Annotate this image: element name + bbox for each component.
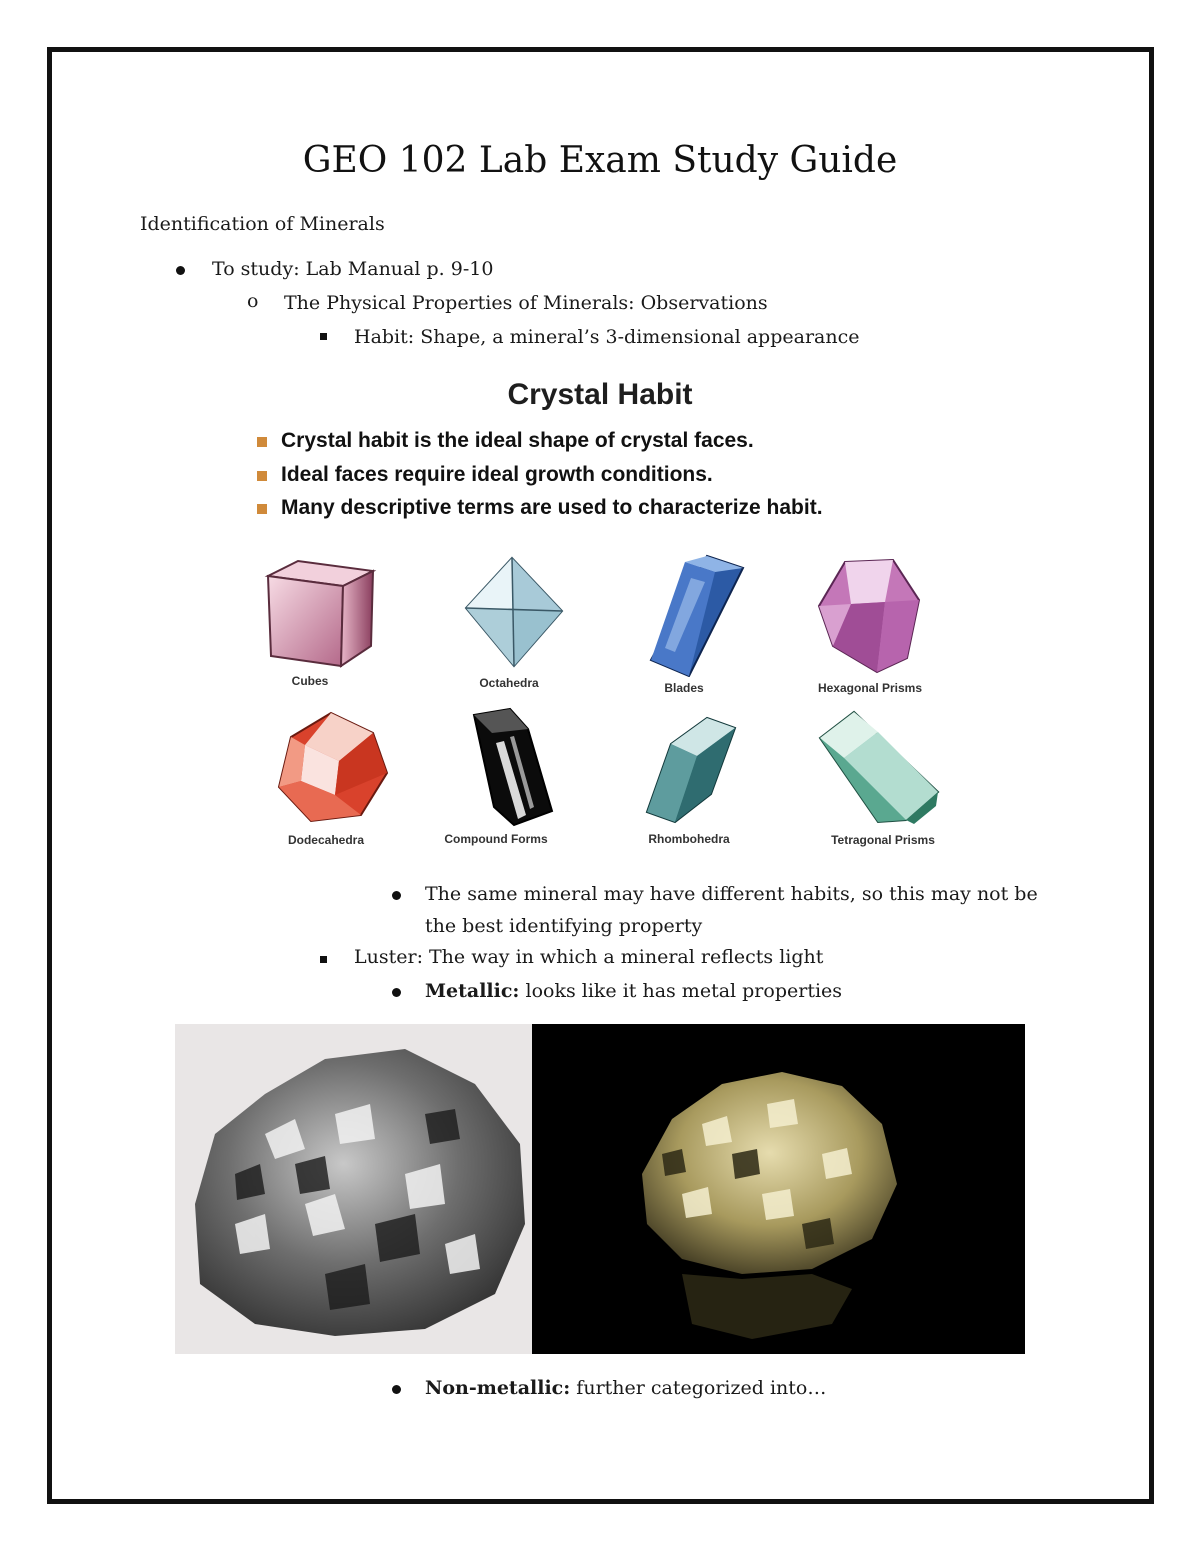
- section-heading: Identification of Minerals: [140, 213, 385, 235]
- metallic-mineral-photo-left: [175, 1024, 532, 1354]
- crystal-label-tetragonal-prisms: Tetragonal Prisms: [831, 833, 935, 847]
- page-title: GEO 102 Lab Exam Study Guide: [302, 140, 898, 181]
- habit-note-line2: the best identifying property: [425, 915, 703, 937]
- slide-bullet-2: Ideal faces require ideal growth conditions.: [281, 463, 713, 486]
- non-metallic-description: further categorized into…: [570, 1377, 827, 1399]
- list-item-non-metallic: [425, 1377, 826, 1399]
- rhombohedron-icon: [645, 716, 737, 824]
- hexagonal-prism-icon: [815, 558, 923, 674]
- list-item-habit: Habit: Shape, a mineral’s 3-dimensional appearance: [354, 326, 860, 348]
- list-item-to-study: To study: Lab Manual p. 9-10: [212, 258, 494, 280]
- slide-bullet-3: Many descriptive terms are used to characterize habit.: [281, 496, 823, 519]
- bullet-square-icon: [320, 956, 327, 963]
- habit-note-line1: The same mineral may have different habits, so this may not be: [425, 883, 1038, 905]
- slide-bullet-icon: [257, 471, 267, 481]
- crystal-label-hexagonal-prisms: Hexagonal Prisms: [817, 681, 923, 695]
- bullet-dot-icon: [392, 891, 401, 900]
- dodecahedron-icon: [275, 711, 390, 823]
- bullet-dot-icon: [176, 266, 185, 275]
- crystal-label-octahedra: Octahedra: [479, 676, 539, 690]
- metallic-mineral-photo-right: [532, 1024, 1025, 1354]
- bullet-dot-icon: [392, 988, 401, 997]
- tetragonal-prism-icon: [818, 710, 940, 826]
- bullet-square-icon: [320, 333, 327, 340]
- compound-form-icon: [470, 707, 555, 827]
- crystal-label-compound-forms: Compound Forms: [444, 832, 548, 846]
- slide-bullet-icon: [257, 504, 267, 514]
- crystal-label-rhombohedra: Rhombohedra: [648, 832, 730, 846]
- crystal-label-blades: Blades: [664, 681, 704, 695]
- metallic-description: looks like it has metal properties: [519, 980, 843, 1002]
- blade-icon: [645, 552, 745, 677]
- slide-bullet-icon: [257, 437, 267, 447]
- crystal-label-dodecahedra: Dodecahedra: [287, 833, 365, 847]
- bullet-dot-icon: [392, 1385, 401, 1394]
- list-item-metallic: [425, 980, 842, 1002]
- slide-title: Crystal Habit: [507, 378, 693, 411]
- list-item-physical-properties: The Physical Properties of Minerals: Observations: [284, 292, 768, 314]
- crystal-label-cubes: Cubes: [291, 674, 329, 688]
- metallic-term: Metallic:: [425, 980, 520, 1002]
- cube-icon: [263, 556, 378, 671]
- non-metallic-term: Non-metallic:: [425, 1377, 571, 1399]
- bullet-circle-icon: o: [247, 290, 259, 312]
- slide-bullet-1: Crystal habit is the ideal shape of crystal faces.: [281, 429, 754, 452]
- octahedron-icon: [462, 556, 567, 668]
- list-item-luster: Luster: The way in which a mineral reflects light: [354, 946, 824, 968]
